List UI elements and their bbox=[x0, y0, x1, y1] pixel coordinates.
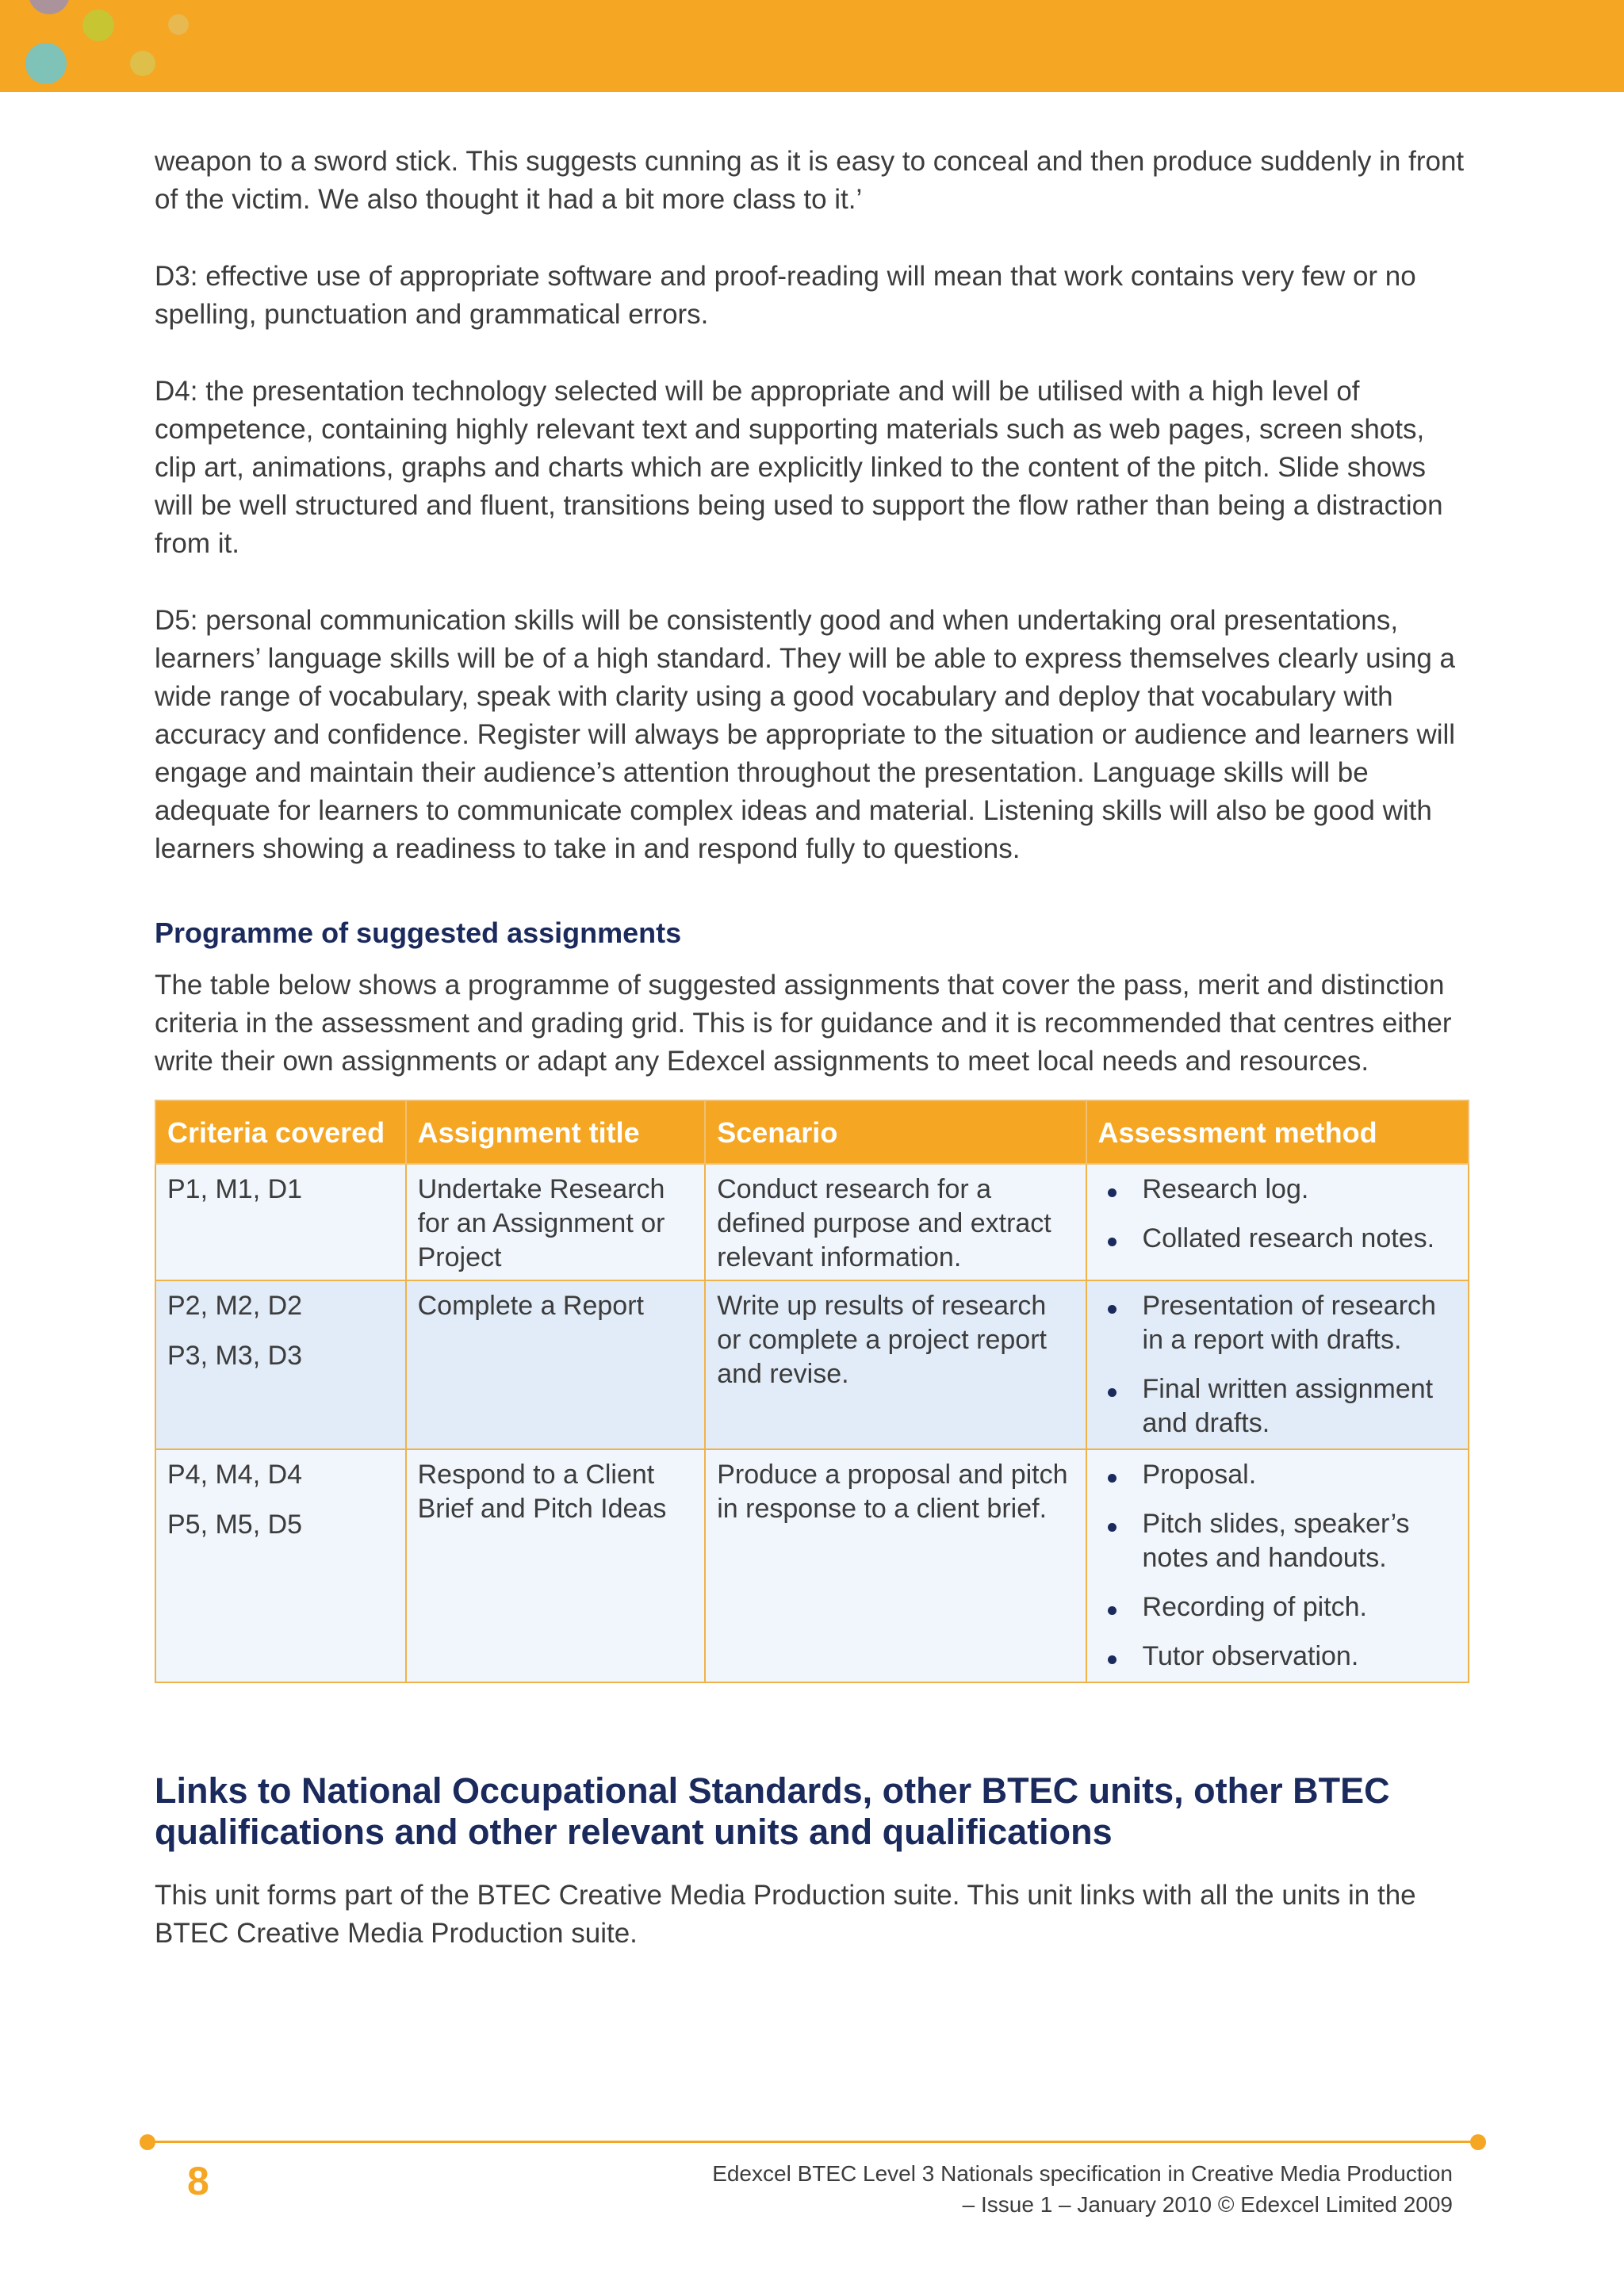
bullet-icon bbox=[1108, 1474, 1116, 1483]
table-header-row bbox=[155, 1100, 1469, 1164]
header-band bbox=[0, 0, 1624, 92]
bullet-icon bbox=[1108, 1238, 1116, 1246]
footer-rule bbox=[147, 2141, 1480, 2143]
list-item bbox=[1098, 1590, 1457, 1624]
page-number: 8 bbox=[187, 2159, 209, 2203]
decorative-dot-purple-icon bbox=[29, 0, 70, 14]
bullet-icon bbox=[1108, 1523, 1116, 1532]
paragraph-d3: D3: effective use of appropriate software and proof-reading will mean that work contains very few or no spelling, punctuation and grammatical errors. bbox=[155, 261, 1416, 330]
method-text: Presentation of research in a report with drafts. bbox=[1142, 1291, 1436, 1355]
list-item bbox=[1098, 1507, 1457, 1575]
list-item bbox=[1098, 1222, 1457, 1256]
footer-citation bbox=[712, 2158, 1453, 2220]
list-item bbox=[1098, 1289, 1457, 1357]
title-cell: Undertake Research for an Assignment or Project bbox=[406, 1164, 706, 1280]
footer-line-2: – Issue 1 – January 2010 © Edexcel Limited 2009 bbox=[962, 2192, 1453, 2217]
list-item bbox=[1098, 1458, 1457, 1492]
header-criteria: Criteria covered bbox=[155, 1100, 406, 1164]
programme-intro: The table below shows a programme of suggested assignments that cover the pass, merit and distinction criteria in the assessment and grading grid. This is for guidance and it is recommended that centres either write their own assignments or adapt any Edexcel assignments to meet local needs and resources. bbox=[155, 970, 1452, 1077]
decorative-dot-teal-icon bbox=[25, 43, 67, 84]
title-cell: Complete a Report bbox=[406, 1280, 706, 1449]
method-cell bbox=[1086, 1449, 1469, 1682]
method-cell bbox=[1086, 1164, 1469, 1280]
list-item bbox=[1098, 1173, 1457, 1207]
bullet-icon bbox=[1108, 1388, 1116, 1397]
method-text: Research log. bbox=[1142, 1174, 1309, 1204]
links-heading: Links to National Occupational Standards, other BTEC units, other BTEC qualifications and other relevant units and qualifications bbox=[155, 1770, 1390, 1852]
scenario-cell: Write up results of research or complete a project report and revise. bbox=[705, 1280, 1086, 1449]
scenario-cell: Produce a proposal and pitch in response to a client brief. bbox=[705, 1449, 1086, 1682]
list-item bbox=[1098, 1640, 1457, 1674]
header-title: Assignment title bbox=[406, 1100, 706, 1164]
bullet-icon bbox=[1108, 1305, 1116, 1314]
table-row bbox=[155, 1164, 1469, 1280]
assignments-table bbox=[155, 1100, 1469, 1683]
method-text: Proposal. bbox=[1142, 1460, 1257, 1490]
decorative-dot-faint-icon bbox=[130, 51, 155, 76]
method-text: Tutor observation. bbox=[1142, 1641, 1359, 1671]
footer-line-1: Edexcel BTEC Level 3 Nationals specification in Creative Media Production bbox=[712, 2161, 1453, 2186]
criteria-line: P5, M5, D5 bbox=[167, 1510, 303, 1540]
criteria-line: P3, M3, D3 bbox=[167, 1341, 303, 1371]
title-cell: Respond to a Client Brief and Pitch Ideas bbox=[406, 1449, 706, 1682]
criteria-line: P1, M1, D1 bbox=[167, 1174, 303, 1204]
paragraph-d5: D5: personal communication skills will be consistently good and when undertaking oral presentations, learners’ language skills will be of a high standard. They will be able to express themselves clearly using a wide range of vocabulary, speak with clarity using a good vocabulary and deploy that vocabulary with accuracy and confidence. Register will always be appropriate to the situation or audience and learners will engage and maintain their audience’s attention throughout the presentation. Language skills will be adequate for learners to communicate complex ideas and material. Listening skills will also be good with learners showing a readiness to take in and respond fully to questions. bbox=[155, 605, 1456, 864]
scenario-cell: Conduct research for a defined purpose and extract relevant information. bbox=[705, 1164, 1086, 1280]
method-text: Collated research notes. bbox=[1142, 1223, 1435, 1253]
decorative-dot-faint-icon bbox=[168, 14, 189, 35]
criteria-line: P4, M4, D4 bbox=[167, 1460, 303, 1490]
paragraph-continuation: weapon to a sword stick. This suggests cunning as it is easy to conceal and then produce suddenly in front of the victim. We also thought it had a bit more class to it.’ bbox=[155, 146, 1465, 215]
footer-rule-end-left-icon bbox=[140, 2134, 155, 2150]
method-text: Final written assignment and drafts. bbox=[1142, 1374, 1434, 1438]
page-content bbox=[155, 143, 1471, 1992]
criteria-line: P2, M2, D2 bbox=[167, 1291, 303, 1321]
programme-heading: Programme of suggested assignments bbox=[155, 916, 682, 949]
table-row bbox=[155, 1449, 1469, 1682]
header-scenario: Scenario bbox=[705, 1100, 1086, 1164]
decorative-dot-green-icon bbox=[82, 10, 114, 41]
paragraph-d4: D4: the presentation technology selected will be appropriate and will be utilised with a high level of competence, containing highly relevant text and supporting materials such as web pages, screen shots, clip art, animations, graphs and charts which are explicitly linked to the content of the pitch. Slide shows will be well structured and fluent, transitions being used to support the flow rather than being a distraction from it. bbox=[155, 376, 1443, 559]
criteria-cell bbox=[155, 1280, 406, 1449]
method-cell bbox=[1086, 1280, 1469, 1449]
links-paragraph: This unit forms part of the BTEC Creative Media Production suite. This unit links with all the units in the BTEC Creative Media Production suite. bbox=[155, 1880, 1416, 1949]
header-method: Assessment method bbox=[1086, 1100, 1469, 1164]
list-item bbox=[1098, 1372, 1457, 1441]
method-text: Pitch slides, speaker’s notes and handouts. bbox=[1142, 1509, 1410, 1573]
table-row bbox=[155, 1280, 1469, 1449]
bullet-icon bbox=[1108, 1606, 1116, 1615]
method-text: Recording of pitch. bbox=[1142, 1592, 1368, 1622]
bullet-icon bbox=[1108, 1655, 1116, 1664]
footer-rule-end-right-icon bbox=[1470, 2134, 1486, 2150]
criteria-cell bbox=[155, 1164, 406, 1280]
criteria-cell bbox=[155, 1449, 406, 1682]
bullet-icon bbox=[1108, 1188, 1116, 1197]
